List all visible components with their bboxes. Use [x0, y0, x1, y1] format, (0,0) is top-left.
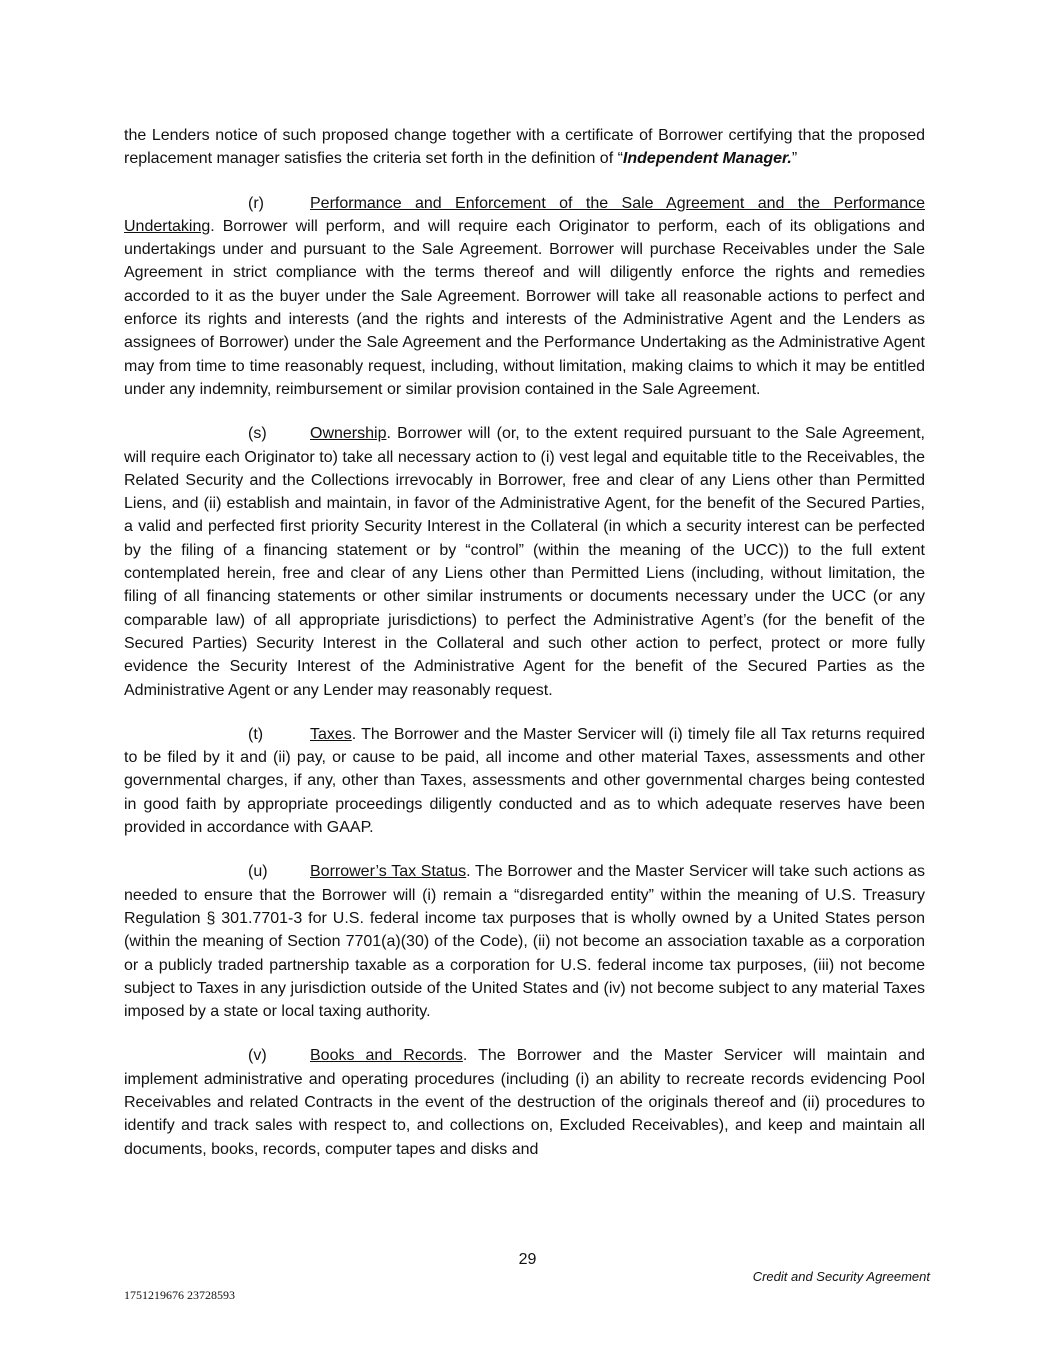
section-body: . The Borrower and the Master Servicer will take such actions as needed to ensure that the Borrower will (i) remain a “disregarded entity” within the meaning of U.S. Treasury Regulation § 301.7701-3 for U.S. federal income tax purposes that is wholly owned by a United States person (within the meaning of Section 7701(a)(30) of the Code), (ii) not become an association taxable as a corporation or a publicly traded partnership taxable as a corporation for U.S. federal income tax purposes, (iii) not become subject to Taxes in any jurisdiction outside of the United States and (iv) not become subject to any material Taxes imposed by a state or local taxing authority. — [124, 863, 926, 1021]
section-s — [124, 422, 925, 702]
section-body: . The Borrower and the Master Servicer will maintain and implement administrative and operating procedures (including (i) an ability to recreate records evidencing Pool Receivables and related Contracts in the event of the destruction of the originals thereof and (ii) procedures to identify and track sales with respect to, and collections on, Excluded Receivables), and keep and maintain all documents, books, records, computer tapes and disks and — [124, 1047, 925, 1158]
continuation-text: the Lenders notice of such proposed change together with a certificate of Borrower certifying that the proposed replacement manager satisfies the criteria set forth in the definition of “ — [124, 127, 925, 168]
continuation-close-quote: ” — [791, 150, 798, 168]
document-title: Credit and Security Agreement — [752, 1269, 930, 1284]
section-t — [124, 723, 925, 839]
continuation-paragraph — [124, 124, 925, 171]
section-heading: Borrower’s Tax Status — [310, 863, 467, 881]
section-label: (r) — [248, 194, 264, 212]
section-label: (s) — [248, 425, 267, 443]
section-body: . Borrower will (or, to the extent required pursuant to the Sale Agreement, will require each Originator to) take all necessary action to (i) vest legal and equitable title to the Receivables, the Related Security and the Collections irrevocably in Borrower, free and clear of any Liens other than Permitted Liens, and (ii) establish and maintain, in favor of the Administrative Agent, for the benefit of the Secured Parties, a valid and perfected first priority Security Interest in the Collateral (in which a security interest can be perfected by the filing of a financing statement or by “control” (within the meaning of the UCC)) to the full extent contemplated herein, free and clear of any Liens other than Permitted Liens (including, without limitation, the filing of all financing statements or other similar instruments or documents necessary under the UCC (or any comparable law) of all appropriate jurisdictions) to perfect the Administrative Agent’s (for the benefit of the Secured Parties) Security Interest in the Collateral and such other action to perfect, protect or more fully evidence the Security Interest of the Administrative Agent for the benefit of the Secured Parties as the Administrative Agent or any Lender may reasonably request. — [124, 425, 925, 699]
section-label: (v) — [248, 1047, 267, 1065]
page-number: 29 — [518, 1251, 537, 1268]
section-heading: Performance and Enforcement of the Sale Agreement and the Performance Undertaking — [124, 194, 925, 235]
section-body: . Borrower will perform, and will require each Originator to perform, each of its obligations and undertakings under and pursuant to the Sale Agreement. Borrower will purchase Receivables under the Sale Agreement in strict compliance with the terms thereof and will diligently enforce the rights and remedies accorded to it as the buyer under the Sale Agreement. Borrower will take all reasonable actions to perfect and enforce its rights and interests (and the rights and interests of the Administrative Agent and the Lenders as assignees of Borrower) under the Sale Agreement and the Performance Undertaking as the Administrative Agent may from time to time reasonably request, including, without limitation, making claims to which it may be entitled under any indemnity, reimbursement or similar provision contained in the Sale Agreement. — [124, 217, 925, 398]
section-label: (t) — [248, 725, 264, 743]
document-id: 1751219676 23728593 — [124, 1288, 235, 1302]
section-r — [124, 192, 925, 402]
section-u — [124, 860, 925, 1023]
document-body — [124, 124, 925, 1182]
section-heading: Books and Records — [310, 1047, 463, 1065]
section-label: (u) — [248, 863, 268, 881]
section-heading: Taxes — [310, 725, 352, 743]
section-heading: Ownership — [310, 425, 387, 443]
section-v — [124, 1044, 925, 1160]
defined-term: Independent Manager. — [622, 150, 792, 168]
section-body: . The Borrower and the Master Servicer will (i) timely file all Tax returns required to be filed by it and (ii) pay, or cause to be paid, all income and other material Taxes, assessments and other governmental charges, if any, other than Taxes, assessments and other governmental charges being contested in good faith by appropriate proceedings diligently conducted and as to which adequate reserves have been provided in accordance with GAAP. — [124, 725, 925, 837]
